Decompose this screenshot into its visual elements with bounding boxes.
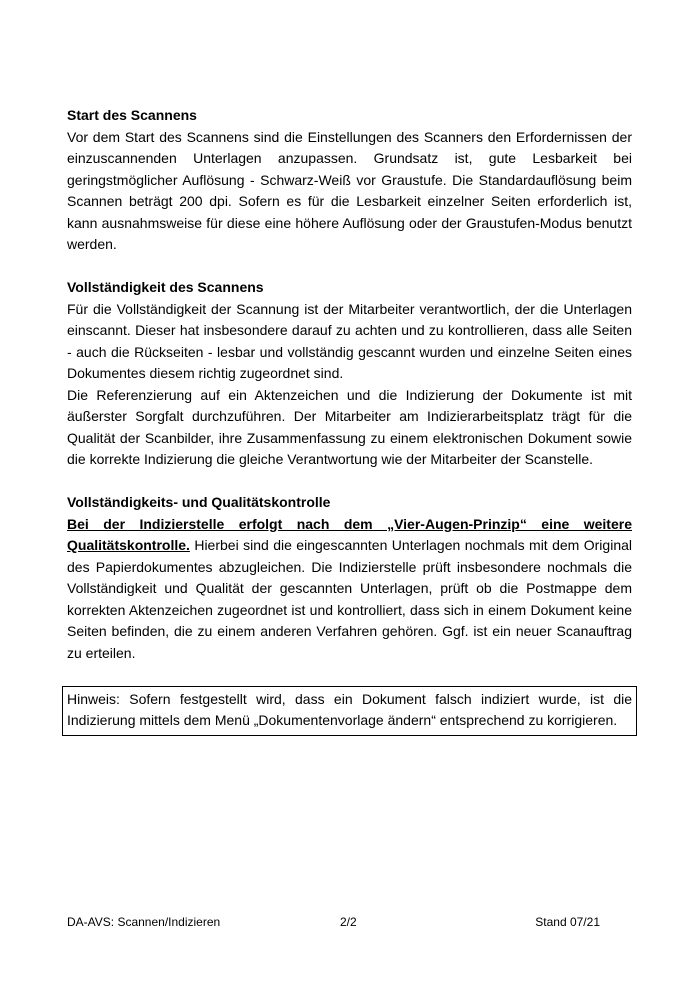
section-completeness [67, 277, 632, 471]
notice-box [62, 686, 637, 736]
section-heading: Vollständigkeits- und Qualitätskontrolle [67, 494, 331, 510]
section-quality-control [67, 492, 632, 664]
section-heading: Start des Scannens [67, 107, 197, 123]
section-paragraph [67, 514, 632, 665]
footer-version: Stand 07/21 [535, 915, 600, 929]
emphasis-text: Bei der Indizierstelle erfolgt nach dem „Vier-Augen-Prinzip“ eine weitere Qualitätskontrolle. [67, 515, 632, 553]
paragraph-text: Hierbei sind die eingescannten Unterlagen nochmals mit dem Original des Papierdokumentes abzugleichen. Die Indizierstelle prüft insbesondere nochmals die Vollständigkeit und Qualität der gescannten Unterlagen, prüft ob die Postmappe dem korrekten Aktenzeichen zugeordnet ist und kontrolliert, dass sich in einem Dokument keine Seiten befinden, die zu einem anderen Verfahren gehören. Ggf. ist ein neuer Scanauftrag zu erteilen. [67, 537, 632, 661]
notice-text: Hinweis: Sofern festgestellt wird, dass ein Dokument falsch indiziert wurde, ist die Indizierung mittels dem Menü „Dokumentenvorlage ändern“ entsprechend zu korrigieren. [67, 690, 632, 728]
section-paragraph: Vor dem Start des Scannens sind die Einstellungen des Scanners den Erfordernissen der einzuscannenden Unterlagen anzupassen. Grundsatz ist, gute Lesbarkeit bei geringstmöglicher Auflösung - Schwarz-Weiß vor Graustufe. Die Standardauflösung beim Scannen beträgt 200 dpi. Sofern es für die Lesbarkeit einzelner Seiten erforderlich ist, kann ausnahmsweise für diese eine höhere Auflösung oder der Graustufen-Modus benutzt werden. [67, 128, 632, 252]
footer-document-title: DA-AVS: Scannen/Indizieren [67, 915, 221, 929]
section-start-scanning [67, 105, 632, 256]
section-heading: Vollständigkeit des Scannens [67, 279, 264, 295]
page-content [67, 105, 632, 736]
section-paragraph: Für die Vollständigkeit der Scannung ist der Mitarbeiter verantwortlich, der die Unterlagen einscannt. Dieser hat insbesondere darauf zu achten und zu kontrollieren, dass alle Seiten - auch die Rückseiten - lesbar und vollständig gescannt wurden und einzelne Seiten eines Dokumentes diesem richtig zugeordnet sind. [67, 300, 632, 381]
section-paragraph: Die Referenzierung auf ein Aktenzeichen und die Indizierung der Dokumente ist mit äußerster Sorgfalt durchzuführen. Der Mitarbeiter am Indizierarbeitsplatz trägt für die Qualität der Scanbilder, ihre Zusammenfassung zu einem elektronischen Dokument sowie die korrekte Indizierung die gleiche Verantwortung wie der Mitarbeiter der Scanstelle. [67, 386, 632, 467]
footer-page-number: 2/2 [340, 915, 357, 929]
